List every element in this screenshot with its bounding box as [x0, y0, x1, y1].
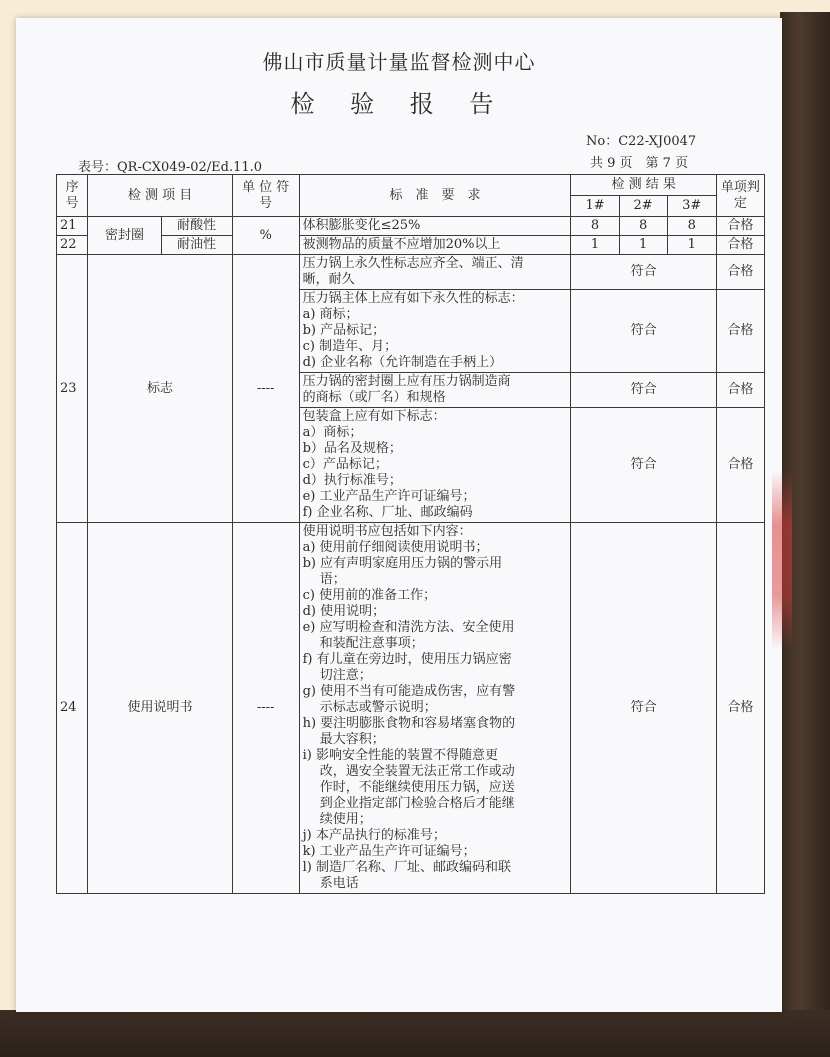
report-number: No：C22-XJ0047 [586, 134, 697, 149]
table-row [57, 523, 765, 894]
header-sample-2: 2# [619, 196, 667, 217]
header-judgement: 单项判定 [716, 175, 764, 217]
header-result: 检 测 结 果 [571, 175, 716, 196]
table-row [57, 236, 765, 255]
row-item: 标志 [88, 255, 232, 523]
requirement-line: j) 本产品执行的标准号； [302, 828, 446, 843]
header-sample-3: 3# [667, 196, 716, 217]
row-result-3: 1 [667, 236, 716, 255]
requirement-line: b）品名及规格； [302, 441, 402, 456]
requirement-line: i) 影响安全性能的装置不得随意更 [302, 748, 498, 763]
requirement-line: 到企业指定部门检验合格后才能继 [302, 796, 515, 811]
row-judgement: 合格 [716, 408, 764, 523]
row-requirement [299, 290, 571, 373]
row-requirement [299, 408, 571, 523]
requirement-line: 晰，耐久 [302, 272, 355, 287]
header-sample-1: 1# [571, 196, 619, 217]
seal-label: 密封圈 [88, 217, 161, 255]
header-requirement: 标 准 要 求 [299, 175, 571, 217]
header-item: 检 测 项 目 [88, 175, 232, 217]
requirement-line: c) 制造年、月； [302, 339, 398, 354]
row-unit: % [232, 217, 299, 255]
row-seq: 24 [57, 523, 88, 894]
requirement-line: 示标志或警示说明； [302, 700, 437, 715]
row-result-1: 8 [571, 217, 619, 236]
row-result: 符合 [571, 290, 716, 373]
row-item: 耐酸性 [161, 217, 232, 236]
requirement-line: 的商标（或厂名）和规格 [302, 390, 446, 405]
row-requirement [299, 523, 571, 894]
requirement-line: f) 企业名称、厂址、邮政编码 [302, 505, 473, 520]
requirement-line: d）执行标准号； [302, 473, 402, 488]
row-judgement: 合格 [716, 255, 764, 290]
row-seq: 22 [57, 236, 88, 255]
requirement-line: 作时，不能继续使用压力锅，应送 [302, 780, 515, 795]
table-header-row [57, 175, 765, 196]
row-judgement: 合格 [716, 373, 764, 408]
requirement-line: a) 使用前仔细阅读使用说明书； [302, 540, 489, 555]
row-result: 符合 [571, 523, 716, 894]
requirement-line: e) 工业产品生产许可证编号； [302, 489, 476, 504]
requirement-line: 压力锅主体上应有如下永久性的标志： [302, 291, 524, 306]
requirement-line: l) 制造厂名称、厂址、邮政编码和联 [302, 860, 511, 875]
report-title: 检 验 报 告 [290, 90, 508, 118]
row-seq: 23 [57, 255, 88, 523]
requirement-line: a) 商标； [302, 307, 359, 322]
row-requirement [299, 373, 571, 408]
row-requirement: 体积膨胀变化≤25% [299, 217, 571, 236]
row-result: 符合 [571, 408, 716, 523]
requirement-line: h) 要注明膨胀食物和容易堵塞食物的 [302, 716, 516, 731]
requirement-line: b) 产品标记； [302, 323, 386, 338]
row-requirement: 被测物品的质量不应增加20%以上 [299, 236, 571, 255]
requirement-line: 压力锅的密封圈上应有压力锅制造商 [302, 374, 511, 389]
report-page [16, 18, 782, 1012]
requirement-line: 系电话 [302, 876, 359, 891]
row-result-2: 8 [619, 217, 667, 236]
form-number: 表号：QR-CX049-02/Ed.11.0 [78, 160, 263, 175]
requirement-line: 使用说明书应包括如下内容： [302, 524, 472, 539]
row-judgement: 合格 [716, 290, 764, 373]
row-result: 符合 [571, 255, 716, 290]
row-result: 符合 [571, 373, 716, 408]
row-result-2: 1 [619, 236, 667, 255]
requirement-line: 压力锅上永久性标志应齐全、端正、清 [302, 256, 524, 271]
row-judgement: 合格 [716, 236, 764, 255]
row-result-3: 8 [667, 217, 716, 236]
header-seq: 序号 [57, 175, 88, 217]
organization-name: 佛山市质量计量监督检测中心 [262, 50, 536, 74]
table-row [57, 217, 765, 236]
requirement-line: 最大容积； [302, 732, 385, 747]
table-row [57, 255, 765, 290]
requirement-line: d) 使用说明； [302, 604, 386, 619]
row-item: 使用说明书 [88, 523, 232, 894]
requirement-line: 包装盒上应有如下标志： [302, 409, 446, 424]
row-unit: ---- [232, 523, 299, 894]
requirement-line: b) 应有声明家庭用压力锅的警示用 [302, 556, 503, 571]
row-requirement [299, 255, 571, 290]
row-result-1: 1 [571, 236, 619, 255]
requirement-line: 续使用； [302, 812, 372, 827]
red-seal-stamp [772, 470, 792, 650]
requirement-line: 切注意； [302, 668, 372, 683]
requirement-line: k) 工业产品生产许可证编号； [302, 844, 476, 859]
header-unit: 单 位 符 号 [232, 175, 299, 217]
requirement-line: a）商标； [302, 425, 363, 440]
row-judgement: 合格 [716, 523, 764, 894]
requirement-line: c）产品标记； [302, 457, 388, 472]
requirement-line: 和装配注意事项； [302, 636, 424, 651]
requirement-line: e) 应写明检查和清洗方法、安全使用 [302, 620, 515, 635]
row-unit: ---- [232, 255, 299, 523]
row-item: 耐油性 [161, 236, 232, 255]
desk-surface [0, 1010, 830, 1057]
requirement-line: g) 使用不当有可能造成伤害，应有警 [302, 684, 516, 699]
page-counter: 共 9 页 第 7 页 [590, 156, 689, 171]
requirement-line: 改，遇安全装置无法正常工作或动 [302, 764, 515, 779]
requirement-line: c) 使用前的准备工作； [302, 588, 437, 603]
requirement-line: 语； [302, 572, 346, 587]
requirement-line: d) 企业名称（允许制造在手柄上） [302, 355, 503, 370]
inspection-table [56, 174, 765, 894]
requirement-line: f) 有儿童在旁边时，使用压力锅应密 [302, 652, 512, 667]
row-judgement: 合格 [716, 217, 764, 236]
row-seq: 21 [57, 217, 88, 236]
